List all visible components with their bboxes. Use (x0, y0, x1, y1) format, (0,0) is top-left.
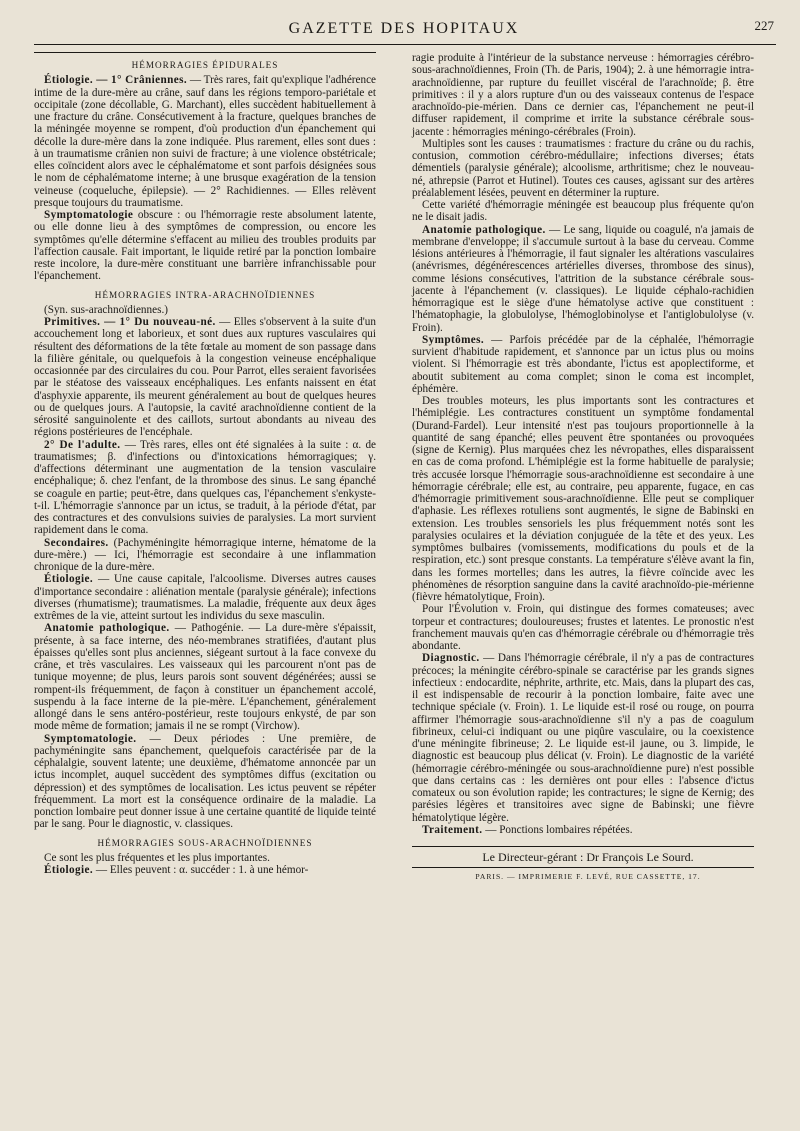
paragraph-body: — Pathogénie. — La dure-mère s'épaissit, présente, à sa face interne, des néo-membranes stratifiées, d'autant plus épaisses qu'elles sont plus anciennes, siégeant surtout à la face convexe du crâne, et très vasculaires. Les vaisseaux qui les parcourent n'ont pas de tunique moyenne; de plus, leurs parois sont souvent dégénérées; aussi se rompent-ils fréquemment, de façon à constituer un épanchement accolé, suspendu à la face interne de la pie-mère. L'épanchement, généralement allongé dans le sens antéro-postérieur, reste toujours enkysté, de par son mode même de formation; jamais il ne se rompt (Virchow). (34, 622, 377, 733)
paragraph: ragie produite à l'intérieur de la substance nerveuse : hémorragies cérébro-sous-arachnoïdiennes, Froin (Th. de Paris, 1904); 2. à une hémorragie intra-arachnoïdienne, par rupture du feuillet viscéral de l'arachnoïde; β. être primitives : il y a alors rupture d'un ou des vaisseaux contenus de l'espace arachnoïdo-pie-mérien. Dans ce dernier cas, l'épanchement ne peut-il diffuser rapidement, il comprime et irrite la substance cérébrale sous-jacente : hémorragies méningo-cérébrales (Froin). (412, 52, 754, 138)
header-rule (34, 44, 776, 45)
paragraph-head: Secondaires. (44, 536, 109, 549)
paragraph-body: — Ponctions lombaires répétées. (482, 823, 633, 836)
footer-rule (412, 846, 754, 847)
paragraph-body: — Le sang, liquide ou coagulé, n'a jamais de membrane d'enveloppe; il s'accumule surtout à la base du cerveau. Comme lésions antérieures à l'hémorragie, il faut signaler les altérations vasculaires (anévrismes, dégénérescences artérielles diverses, thrombose des sinus), comme lésions consécutives, l'attrition de la substance cérébrale sous-jacente à l'épanchement (v. classiques). Le liquide céphalo-rachidien hémorragique est le siège d'une hématolyse active que constituent : l'hématophagie, la globulolyse, l'hémoglobinolyse et l'antiglobulolyse (v. Froin). (412, 223, 754, 334)
paragraph-head: Anatomie pathologique. (44, 622, 170, 635)
printer-imprint: PARIS. — IMPRIMERIE F. LEVÉ, RUE CASSETTE, 17. (475, 872, 701, 882)
section-heading-epidurales: HÉMORRAGIES ÉPIDURALES (131, 60, 279, 70)
director-signature: Le Directeur-gérant : Dr François Le Sourd. (482, 850, 694, 864)
paragraph: Multiples sont les causes : traumatismes : fracture du crâne ou du rachis, contusion, commotion cérébro-médullaire; infections diverses; états démentiels (paralysie générale); alcoolisme, arthritisme; chez le nouveau-né, athrepsie (Parrot et Hutinel). Toutes ces causes, agissant sur des artères préalablement lésées, peuvent en déterminer la rupture. (412, 137, 754, 199)
paragraph (412, 224, 754, 334)
paragraph-head: Étiologie. (44, 864, 94, 876)
paragraph-body: — Très rares, elles ont été signalées à la suite : α. de traumatismes; β. d'infections ou d'intoxications hémorragiques; γ. d'affections déterminant une augmentation de la tension vasculaire encéphalique; δ. chez l'enfant, de la thrombose des sinus. Le sang épanché se coagule en partie; peut-être, dans quelques cas, l'épanchement s'enkyste-t-il. L'hémorragie s'annonce par un ictus, se traduit, à la période d'état, par des contractures et des convulsions suivies de paralysies. La mort survient rapidement dans le coma. (34, 438, 377, 537)
paragraph (412, 824, 754, 836)
section-heading-sous-arachnoidiennes: HÉMORRAGIES SOUS-ARACHNOÏDIENNES (97, 837, 313, 848)
page-number: 227 (754, 18, 774, 33)
paragraph (34, 733, 376, 831)
paragraph: Ce sont les plus fréquentes et les plus importantes. (44, 851, 270, 864)
paragraph (412, 652, 754, 824)
paragraph-head: 2° De l'adulte. (44, 438, 121, 451)
section-rule (34, 52, 376, 53)
paragraph-head: Primitives. — 1° Du nouveau-né. (44, 316, 216, 328)
paragraph-body: — Deux périodes : Une première, de pachyméningite sans épanchement, quelquefois caractérisée par de la céphalalgie, souvent latente; une deuxième, d'hématome annoncée par un ictus incomplet, auquel succèdent des symptômes diffus (excitation ou dépression) et des symptômes de localisation. Les ictus peuvent se répéter fréquemment. La mort est la conséquence ordinaire de la maladie. La ponction lombaire peut donner issue à une certaine quantité de liquide teinté par le sang. Pour le diagnostic, v. classiques. (34, 732, 376, 831)
paragraph-head: Traitement. (422, 823, 483, 836)
paragraph-body: — Parfois précédée par de la céphalée, l'hémorragie survient d'habitude rapidement, et s'annonce par un ictus plus ou moins violent. Si l'hémorragie est très abondante, l'ictus est apoplectiforme, et aboutit subitement au coma complet; sinon le coma est incomplet, éphémère. (412, 333, 754, 395)
paragraph-head: Symptomatologie. (44, 732, 137, 745)
paragraph-head: Symptômes. (422, 333, 485, 346)
paragraph (412, 334, 754, 395)
paragraph-body: — Très rares, fait qu'explique l'adhérence intime de la dure-mère au crâne, sauf dans les régions temporo-pariétale et occipitale (zone décollable, G. Marchant), elles succèdent habituellement à une fracture du crâne. Consécutivement à la fracture, quelques branches de la méningée moyenne se rompent, d'où production d'un épanchement qui décolle la dure-mère dans la zone indiquée. Plus rarement, elles sont dues : à un traumatisme crânien non suivi de fracture; à une violence obstétricale; elles coïncident alors avec le céphalématome et sont parfois désignées sous le nom de céphalématome interne; à une brusque exagération de la tension veineuse (coqueluche, épilepsie). — 2° Rachidiennes. — Elles relèvent presque toujours du traumatisme. (34, 74, 376, 209)
paragraph-body: — Elles s'observent à la suite d'un accouchement long et laborieux, et sont dues aux ruptures vasculaires qui résultent des déformations de la tête fœtale au moment de son passage dans la filière génitale, ou quelquefois à la congestion veineuse encéphalique occasionnée par des circulaires du cou. Pour Parrot, elles seraient favorisées par le stéatose des vaisseaux encéphaliques. Les enfants naissent en état d'asphyxie apparente, ils meurent généralement au bout de quelques heures ou de quelques jours. A l'autopsie, la cavité arachnoïdienne contient de la sérosité sanguinolente et des caillots, surtout abondants au niveau des régions postérieures de l'encéphale. (34, 316, 376, 439)
paragraph-body: — Dans l'hémorragie cérébrale, il n'y a pas de contractures précoces; la méningite cérébro-spinale se caractérise par les grands signes infectieux : endocardite, néphrite, arthrite, etc. Mais, dans la plupart des cas, il est indispensable de recourir à la ponction lombaire, faite avec une technique spéciale (v. Froin). 1. Le liquide est-il rosé ou rouge, on pourra affirmer l'hémorragie sous-arachnoïdienne s'il n'y a pas de coagulum fibrineux, celui-ci indiquant ou une piqûre vasculaire, ou la coexistence d'une méningite fibrineuse; 2. Le liquide est-il jaune, ou 3. limpide, le diagnostic est beaucoup plus délicat (v. Froin). Le diagnostic de la variété (hémorragie cérébro-méningée ou sous-arachnoïdienne pure) n'est possible que dans certains cas : les dernières ont pour elles : l'absence d'ictus comateux ou son évolution rapide; les contractures; le signe de Kernig; des parésies légères et transitoires avec signe de Babinski; une fièvre hématolytique légère. (412, 652, 754, 824)
paragraph-head: Symptomatologie (44, 209, 134, 221)
paragraph (34, 864, 376, 876)
footer-rule-thin (412, 867, 754, 868)
section-heading-intra-arachnoidiennes: HÉMORRAGIES INTRA-ARACHNOÏDIENNES (94, 289, 316, 300)
paragraph (34, 209, 376, 283)
paragraph-head: Diagnostic. (422, 652, 480, 665)
paragraph: Cette variété d'hémorragie méningée est beaucoup plus fréquente qu'on ne le disait jadis. (412, 199, 754, 224)
running-header (34, 18, 774, 44)
paragraph-body: — Elles peuvent : α. succéder : 1. à une hémor- (93, 864, 309, 876)
synonym-note: (Syn. sus-arachnoïdiennes.) (44, 303, 168, 316)
paragraph (34, 74, 376, 209)
paragraph (34, 537, 376, 574)
paragraph: Pour l'Évolution v. Froin, qui distingue des formes comateuses; avec torpeur et contractures; douloureuses; frustes et latentes. Le pronostic n'est franchement mauvais qu'en cas d'hémorragie cérébrale ou d'hémorragie très abondante. (412, 603, 754, 652)
journal-title: GAZETTE DES HOPITAUX (288, 20, 520, 37)
paragraph-head: Étiologie. — 1° Crâniennes. (44, 74, 188, 87)
paragraph: Des troubles moteurs, les plus importants sont les contractures et l'hémiplégie. Les contractures constituent un symptôme fondamental (Durand-Fardel). Leur intensité n'est pas toujours proportionnelle à la quantité de sang épanché; elles peuvent être spontanées ou provoquées (signe de Kernig). Plus marquées chez les névropathes, elles disparaissent en cas de coma profond. L'hémiplégie est la forme habituelle de paralysie; très accusée lorsque l'hémorragie sous-arachnoïdienne est secondaire à une hémorragie cérébrale; elle est, au contraire, peu apparente, fugace, en cas d'hémorragie primitivement sous-arachnoïdienne. Elle peut se compliquer d'aphasie. Les réflexes rotuliens sont augmentés, le signe de Babinski en extension. Les troubles sensoriels les plus fréquemment notés sont les paralysies oculaires et la déviation conjuguée de la tête et des yeux. Les symptômes bulbaires (vomissements, modifications du pouls et de la respiration, etc.) sont presque constants. La température s'élève avant la fin, dans les formes mortelles; dans les autres, la fièvre coïncide avec les phénomènes de résorption sanguine dans la cavité arachnoïdo-pie-mérienne (fièvre hématolytique, Froin). (412, 395, 754, 603)
left-column (34, 52, 376, 876)
right-column (412, 52, 754, 884)
paragraph (34, 573, 376, 622)
paragraph (34, 622, 376, 732)
paragraph-body: obscure : ou l'hémorragie reste absolument latente, ou elle donne lieu à des symptômes de compression, ou encore les symptômes qu'elle détermine s'effacent au milieu des troubles produits par l'affection causale. Fait important, le liquide retiré par la ponction lombaire reste incolore, la dure-mère constituant une barrière infranchissable pour l'épanchement. (34, 209, 376, 283)
paragraph (34, 439, 376, 537)
paragraph-body: (Pachyméningite hémorragique interne, hématome de la dure-mère.) — Ici, l'hémorragie est secondaire à une inflammation chronique de la dure-mère. (34, 536, 376, 573)
paragraph (34, 316, 376, 439)
paragraph-head: Anatomie pathologique. (422, 223, 546, 236)
paragraph-body: — Une cause capitale, l'alcoolisme. Diverses autres causes d'importance secondaire : aliénation mentale (paralysie générale); infections diverses (rhumatisme); traumatismes. La maladie, fréquente aux deux âges extrêmes de la vie, atteint surtout les individus du sexe masculin. (34, 573, 376, 622)
paragraph-head: Étiologie. (44, 573, 94, 586)
